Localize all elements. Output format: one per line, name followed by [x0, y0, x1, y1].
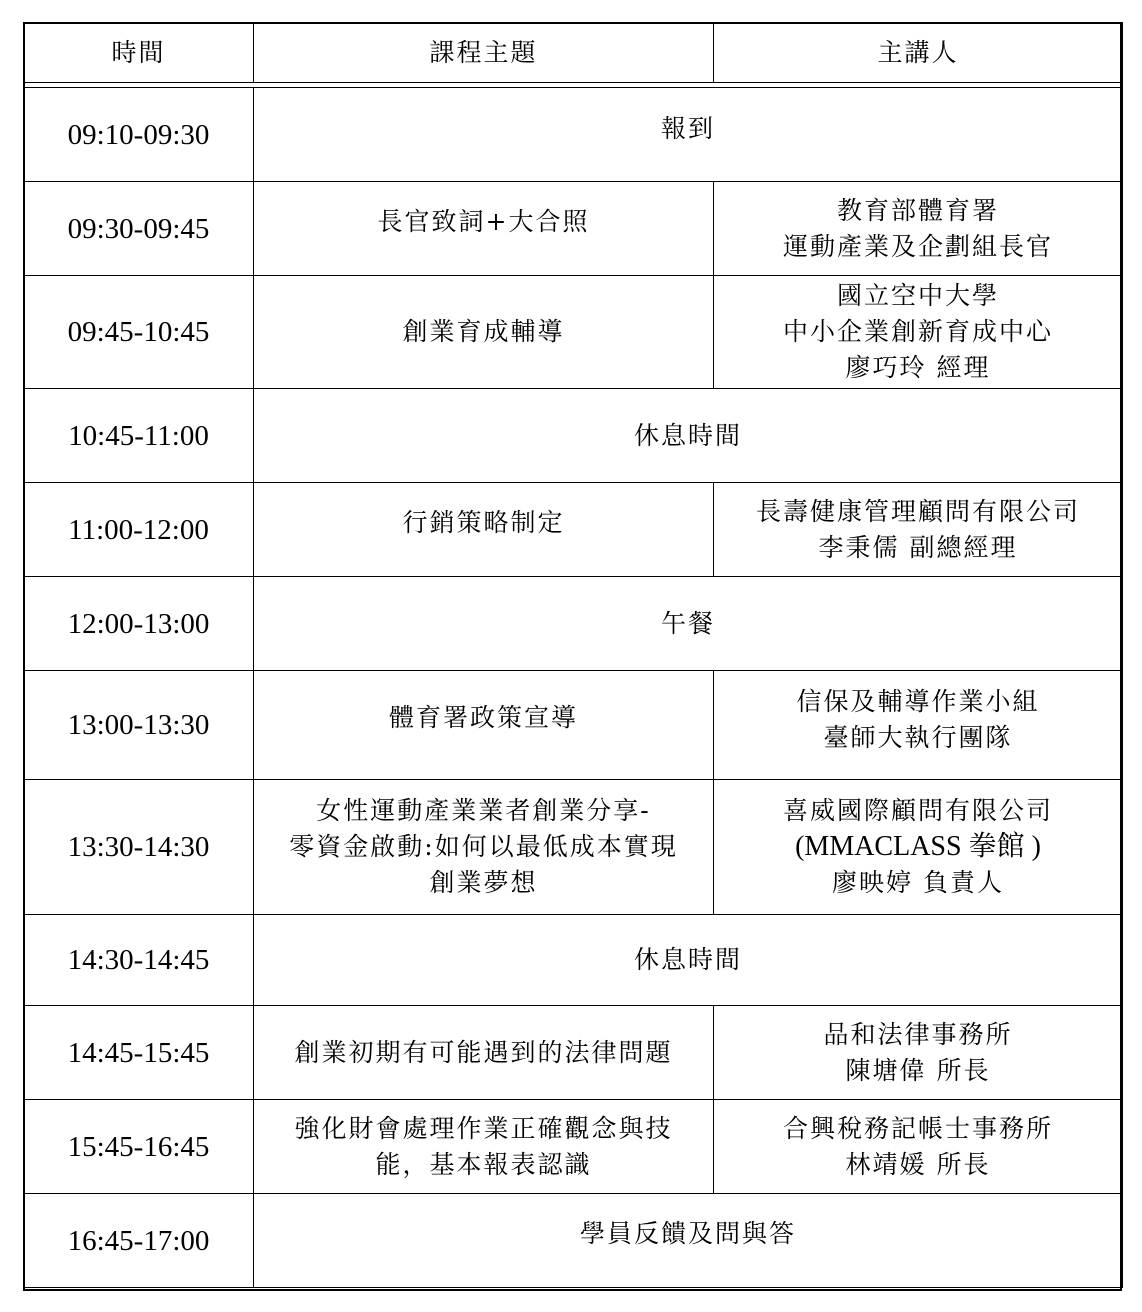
table-row — [24, 1194, 1123, 1288]
topic-line: 零資金啟動:如何以最低成本實現 — [289, 832, 678, 861]
topic-line: 強化財會處理作業正確觀念與技 — [294, 1113, 673, 1143]
header-time: 時間 — [24, 23, 254, 83]
table-row — [24, 780, 1123, 915]
speaker-line: 廖映婷 負責人 — [832, 868, 1004, 897]
topic-cell — [254, 671, 714, 780]
speaker-line: 信保及輔導作業小組 — [796, 687, 1040, 716]
time-cell: 16:45-17:00 — [24, 1194, 254, 1288]
speaker-cell — [714, 780, 1123, 915]
time-cell: 09:30-09:45 — [24, 182, 254, 276]
topic-cell — [254, 1006, 714, 1100]
table-row — [24, 276, 1123, 389]
time-cell: 12:00-13:00 — [24, 577, 254, 671]
speaker-line: 國立空中大學 — [836, 281, 999, 310]
header-speaker: 主講人 — [714, 23, 1123, 83]
time-cell: 15:45-16:45 — [24, 1100, 254, 1194]
speaker-cell — [714, 276, 1123, 389]
topic-cell — [254, 276, 714, 389]
topic-line: 體育署政策宣導 — [388, 703, 578, 732]
topic-line: 創業夢想 — [429, 868, 538, 897]
session-span-cell: 休息時間 — [254, 389, 1123, 483]
speaker-line: 陳塘偉 所長 — [845, 1055, 991, 1085]
schedule-table — [23, 22, 1123, 1288]
topic-line: 創業育成輔導 — [402, 317, 565, 346]
time-cell: 13:00-13:30 — [24, 671, 254, 780]
time-cell: 10:45-11:00 — [24, 389, 254, 483]
speaker-line: 喜威國際顧問有限公司 — [782, 796, 1053, 825]
time-cell: 09:10-09:30 — [24, 88, 254, 182]
speaker-line: 教育部體育署 — [836, 195, 999, 225]
topic-cell — [254, 182, 714, 276]
speaker-line: 臺師大執行團隊 — [823, 723, 1013, 752]
speaker-cell — [714, 671, 1123, 780]
speaker-cell — [714, 1006, 1123, 1100]
speaker-line: (MMACLASS 拳館 ) — [795, 831, 1041, 862]
table-row — [24, 1100, 1123, 1194]
speaker-line: 品和法律事務所 — [823, 1019, 1013, 1049]
time-cell: 09:45-10:45 — [24, 276, 254, 389]
speaker-line: 李秉儒 副總經理 — [818, 532, 1018, 562]
topic-line: 能，基本報表認識 — [375, 1149, 592, 1179]
session-span-cell: 午餐 — [254, 577, 1123, 671]
header-row — [24, 23, 1123, 83]
table-row — [24, 483, 1123, 577]
speaker-cell — [714, 483, 1123, 577]
topic-cell — [254, 1100, 714, 1194]
speaker-line: 運動產業及企劃組長官 — [782, 231, 1053, 261]
table-row — [24, 182, 1123, 276]
speaker-line: 中小企業創新育成中心 — [782, 317, 1053, 346]
topic-cell — [254, 780, 714, 915]
session-span-cell: 學員反饋及問與答 — [254, 1194, 1123, 1288]
topic-line: 長官致詞+大合照 — [377, 206, 590, 236]
speaker-line: 合興稅務記帳士事務所 — [782, 1113, 1053, 1143]
table-row — [24, 1006, 1123, 1100]
session-span-cell: 休息時間 — [254, 915, 1123, 1006]
table-row — [24, 88, 1123, 182]
time-cell: 14:45-15:45 — [24, 1006, 254, 1100]
table-row — [24, 577, 1123, 671]
topic-line: 女性運動產業業者創業分享- — [316, 796, 651, 825]
topic-line: 行銷策略制定 — [402, 507, 565, 537]
topic-line: 創業初期有可能遇到的法律問題 — [294, 1037, 673, 1067]
header-topic: 課程主題 — [254, 23, 714, 83]
time-cell: 14:30-14:45 — [24, 915, 254, 1006]
speaker-cell — [714, 1100, 1123, 1194]
speaker-line: 長壽健康管理顧問有限公司 — [755, 496, 1080, 526]
table-row — [24, 389, 1123, 483]
table-row — [24, 671, 1123, 780]
speaker-line: 廖巧玲 經理 — [845, 353, 991, 382]
time-cell: 13:30-14:30 — [24, 780, 254, 915]
table-row — [24, 915, 1123, 1006]
speaker-cell — [714, 182, 1123, 276]
speaker-line: 林靖媛 所長 — [845, 1149, 991, 1179]
time-cell: 11:00-12:00 — [24, 483, 254, 577]
topic-cell — [254, 483, 714, 577]
session-span-cell: 報到 — [254, 88, 1123, 182]
